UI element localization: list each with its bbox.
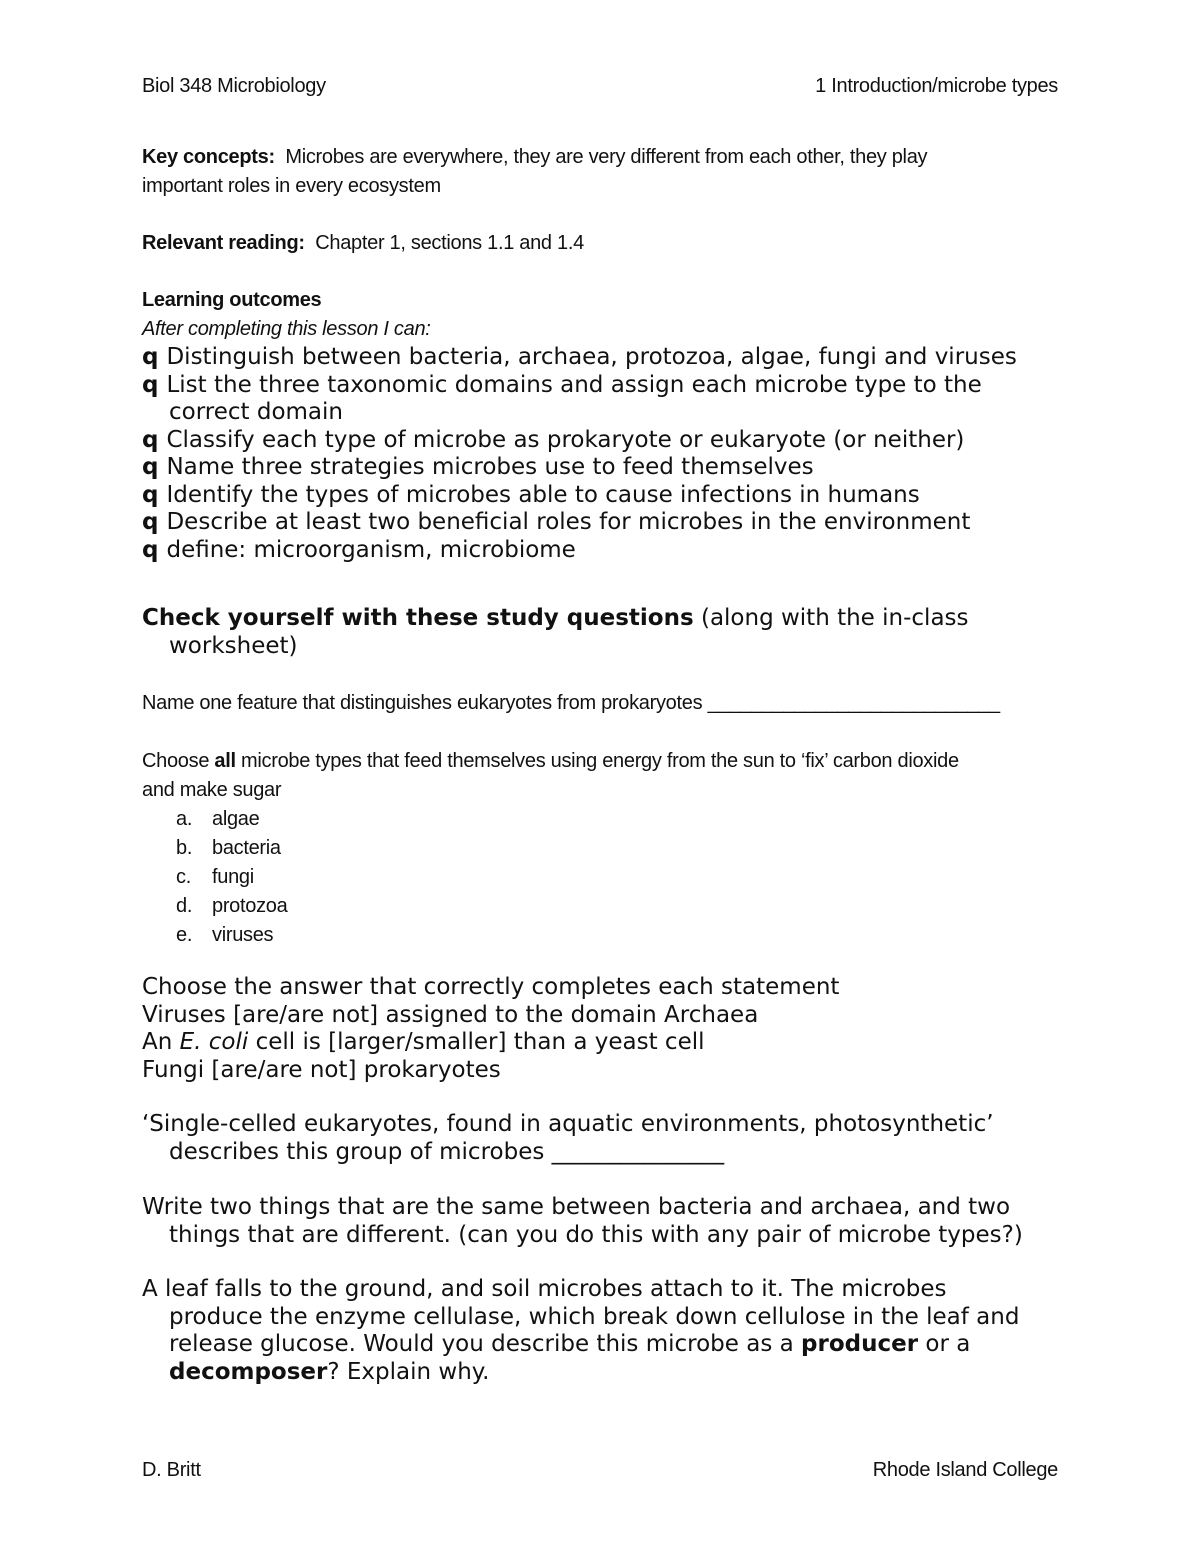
- key-concepts-text-cont: important roles in every ecosystem: [142, 175, 441, 197]
- statement: An E. coli cell is [larger/smaller] than a yeast cell: [142, 1029, 705, 1055]
- answer-options: [176, 805, 287, 950]
- learning-outcomes-heading: Learning outcomes: [142, 289, 322, 311]
- checkbox-icon: q: [142, 371, 159, 398]
- checkbox-icon: q: [142, 344, 159, 370]
- relevant-reading: [142, 229, 584, 258]
- outcome-item: q Classify each type of microbe as prokaryote or eukaryote (or neither): [142, 426, 965, 453]
- answer-option[interactable]: c. fungi: [176, 866, 254, 888]
- learning-outcomes-list: [142, 344, 1017, 564]
- checkbox-icon: q: [142, 426, 159, 453]
- answer-option[interactable]: b. bacteria: [176, 837, 281, 859]
- checkbox-icon: q: [142, 536, 159, 563]
- outcome-item: q Identify the types of microbes able to cause infections in humans: [142, 481, 920, 508]
- question-compare: Write two things that are the same between bacteria and archaea, and two things that are different. (can you do this with any pair of microbe types?): [142, 1194, 1023, 1248]
- checkbox-icon: q: [142, 454, 159, 480]
- checkbox-icon: q: [142, 509, 159, 535]
- relevant-reading-label: Relevant reading:: [142, 232, 305, 254]
- outcome-item: q Distinguish between bacteria, archaea, protozoa, algae, fungi and viruses: [142, 344, 1017, 370]
- learning-outcomes-intro: After completing this lesson I can:: [142, 318, 431, 340]
- statement: Fungi [are/are not] prokaryotes: [142, 1056, 501, 1083]
- study-questions-heading: Check yourself with these study questions (along with the in-class worksheet): [142, 605, 969, 659]
- outcome-item: q Name three strategies microbes use to feed themselves: [142, 454, 814, 480]
- relevant-reading-text: Chapter 1, sections 1.1 and 1.4: [315, 232, 584, 254]
- key-concepts: [142, 143, 927, 201]
- checkbox-icon: q: [142, 481, 159, 508]
- answer-blank[interactable]: ___________________________: [707, 692, 1000, 714]
- header-course: Biol 348 Microbiology: [142, 75, 326, 97]
- answer-option[interactable]: d. protozoa: [176, 895, 288, 917]
- question-complete-statements: Choose the answer that correctly completes each statement Viruses [are/are not] assigned to the domain Archaea An E. coli cell is [larger/smaller] than a yeast cell Fungi [are/are not] prokaryotes: [142, 974, 840, 1083]
- outcome-item: q define: microorganism, microbiome: [142, 536, 576, 563]
- outcome-item: q Describe at least two beneficial roles for microbes in the environment: [142, 509, 971, 535]
- outcome-item-cont: correct domain: [169, 399, 343, 425]
- footer-author: D. Britt: [142, 1459, 201, 1481]
- question-photosynthesis: Choose all microbe types that feed themselves using energy from the sun to ‘fix’ carbon dioxide and make sugar: [142, 750, 959, 801]
- answer-option[interactable]: e. viruses: [176, 924, 274, 946]
- statement: Viruses [are/are not] assigned to the domain Archaea: [142, 1001, 759, 1028]
- question-producer-decomposer: A leaf falls to the ground, and soil microbes attach to it. The microbes produce the enzyme cellulase, which break down cellulose in the leaf and release glucose. Would you describe this microbe as a producer or a decomposer? Explain why.: [142, 1276, 1020, 1385]
- footer-institution: Rhode Island College: [872, 1459, 1058, 1481]
- outcome-item: q List the three taxonomic domains and assign each microbe type to the: [142, 371, 982, 398]
- question-describe-group: ‘Single-celled eukaryotes, found in aquatic environments, photosynthetic’ describes this group of microbes _______________: [142, 1111, 994, 1165]
- answer-option[interactable]: a. algae: [176, 808, 260, 830]
- key-concepts-text: Microbes are everywhere, they are very different from each other, they play: [285, 146, 928, 168]
- key-concepts-label: Key concepts:: [142, 146, 275, 168]
- header-topic: 1 Introduction/microbe types: [815, 75, 1058, 97]
- answer-blank[interactable]: _______________: [551, 1138, 725, 1165]
- question-feature: Name one feature that distinguishes eukaryotes from prokaryotes ___________________________: [142, 692, 1000, 714]
